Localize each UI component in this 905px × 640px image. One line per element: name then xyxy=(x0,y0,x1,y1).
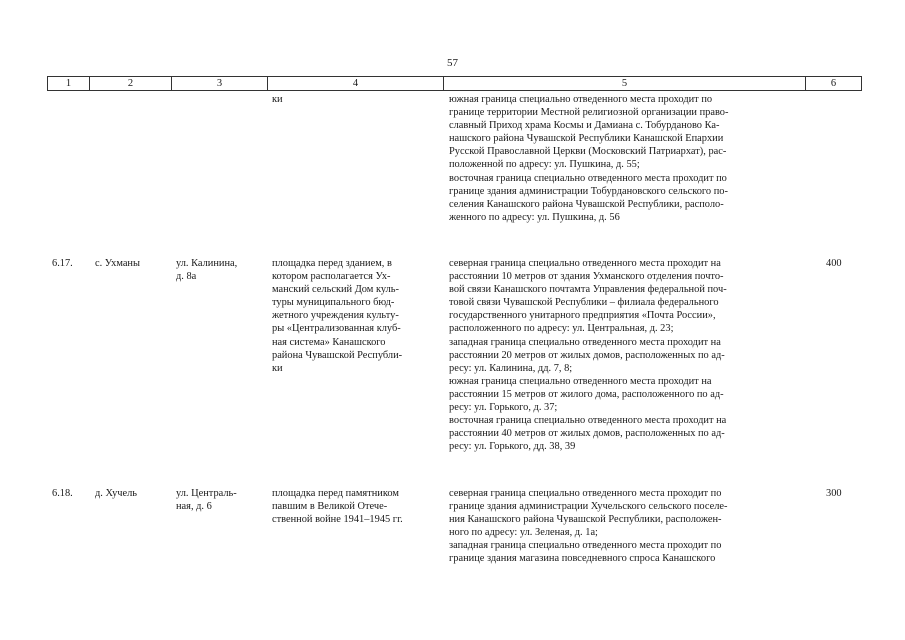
text-line: ул. Калинина, xyxy=(176,258,238,269)
text-line: вой связи Канашского почтамта Управления федеральной поч- xyxy=(449,284,727,296)
text-line: Русской Православной Церкви (Московский Патриархат), рас- xyxy=(449,146,727,158)
text-line: женного по адресу: ул. Пушкина, д. 56 xyxy=(449,211,620,223)
text-line: ресу: ул. Горького, д. 37; xyxy=(449,402,558,414)
page-number: 57 xyxy=(447,57,458,69)
column-header-5: 5 xyxy=(443,77,805,90)
text-line: д. 8а xyxy=(176,271,197,283)
address-cell xyxy=(176,487,237,513)
place-cell xyxy=(272,487,403,526)
text-line: расположенного по адресу: ул. Центральная, д. 23; xyxy=(449,323,674,335)
text-line: ры «Централизованная клуб- xyxy=(272,323,401,335)
table-header xyxy=(47,76,862,91)
address-cell xyxy=(176,257,237,283)
text-line: северная граница специально отведенного места проходит на xyxy=(449,258,721,269)
text-line: ственной войне 1941–1945 гг. xyxy=(272,514,403,526)
text-line: восточная граница специально отведенного места проходит на xyxy=(449,415,727,427)
text-line: ния Канашского района Чувашской Республики, расположен- xyxy=(449,514,722,526)
row-number: 6.18. xyxy=(52,488,73,499)
text-line: ная, д. 6 xyxy=(176,501,212,513)
column-header-1: 1 xyxy=(47,77,89,90)
border-description-cell xyxy=(449,257,727,453)
row-number: 6.17. xyxy=(52,258,73,269)
continuation-place-text: ки xyxy=(272,94,283,105)
text-line: западная граница специально отведенного места проходит на xyxy=(449,336,721,348)
text-line: товой связи Чувашской Республики – филиала федерального xyxy=(449,297,719,309)
text-line: ки xyxy=(272,362,283,374)
text-line: южная граница специально отведенного места проходит на xyxy=(449,375,712,387)
text-line: расстоянии 40 метров от жилых домов, расположенных по ад- xyxy=(449,428,725,440)
settlement-name: с. Ухманы xyxy=(95,258,140,269)
text-line: ного по адресу: ул. Зеленая, д. 1а; xyxy=(449,527,598,539)
column-header-6: 6 xyxy=(805,77,862,90)
settlement-name: д. Хучель xyxy=(95,488,138,499)
text-line: расстоянии 20 метров от жилых домов, расположенных по ад- xyxy=(449,349,725,361)
text-line: туры муниципального бюд- xyxy=(272,297,395,309)
capacity-value: 300 xyxy=(826,488,842,499)
text-line: ресу: ул. Калинина, дд. 7, 8; xyxy=(449,362,573,374)
text-line: государственного унитарного предприятия «Почта России», xyxy=(449,310,716,322)
text-line: ная система» Канашского xyxy=(272,336,386,348)
border-description-cell xyxy=(449,487,728,566)
text-line: границе здания администрации Тобурдановского сельского по- xyxy=(449,185,728,197)
text-line: расстоянии 15 метров от жилого дома, расположенного по ад- xyxy=(449,388,724,400)
text-line: манский сельский Дом куль- xyxy=(272,284,399,296)
text-line: нашского района Чувашской Республики Канашской Епархии xyxy=(449,133,724,145)
text-line: ресу: ул. Горького, дд. 38, 39 xyxy=(449,441,576,453)
text-line: границе территории Местной религиозной организации право- xyxy=(449,107,729,119)
text-line: павшим в Великой Отече- xyxy=(272,501,388,513)
text-line: положенной по адресу: ул. Пушкина, д. 55; xyxy=(449,159,640,171)
text-line: жетного учреждения культу- xyxy=(272,310,399,322)
text-line: котором располагается Ух- xyxy=(272,271,391,283)
text-line: границе здания администрации Хучельского сельского поселе- xyxy=(449,501,728,513)
text-line: района Чувашской Республи- xyxy=(272,349,403,361)
text-line: площадка перед зданием, в xyxy=(272,258,392,269)
place-cell xyxy=(272,257,402,375)
column-header-3: 3 xyxy=(171,77,267,90)
column-header-2: 2 xyxy=(89,77,171,90)
text-line: селения Канашского района Чувашской Республики, располо- xyxy=(449,198,724,210)
continuation-border-cell xyxy=(449,93,807,224)
capacity-value: 400 xyxy=(826,258,842,269)
text-line: западная граница специально отведенного места проходит по xyxy=(449,540,722,552)
text-line: северная граница специально отведенного места проходит по xyxy=(449,488,722,499)
text-line: расстоянии 10 метров от здания Ухманского отделения почто- xyxy=(449,271,724,283)
text-line: южная граница специально отведенного места проходит по xyxy=(449,94,713,105)
continuation-place-cell xyxy=(272,93,283,106)
text-line: границе здания магазина повседневного спроса Канашского xyxy=(449,553,716,565)
text-line: площадка перед памятником xyxy=(272,488,399,499)
text-line: восточная граница специально отведенного места проходит по xyxy=(449,172,727,184)
column-header-4: 4 xyxy=(267,77,443,90)
text-line: славный Приход храма Космы и Дамиана с. Тобурданово Ка- xyxy=(449,120,720,132)
text-line: ул. Централь- xyxy=(176,488,237,499)
